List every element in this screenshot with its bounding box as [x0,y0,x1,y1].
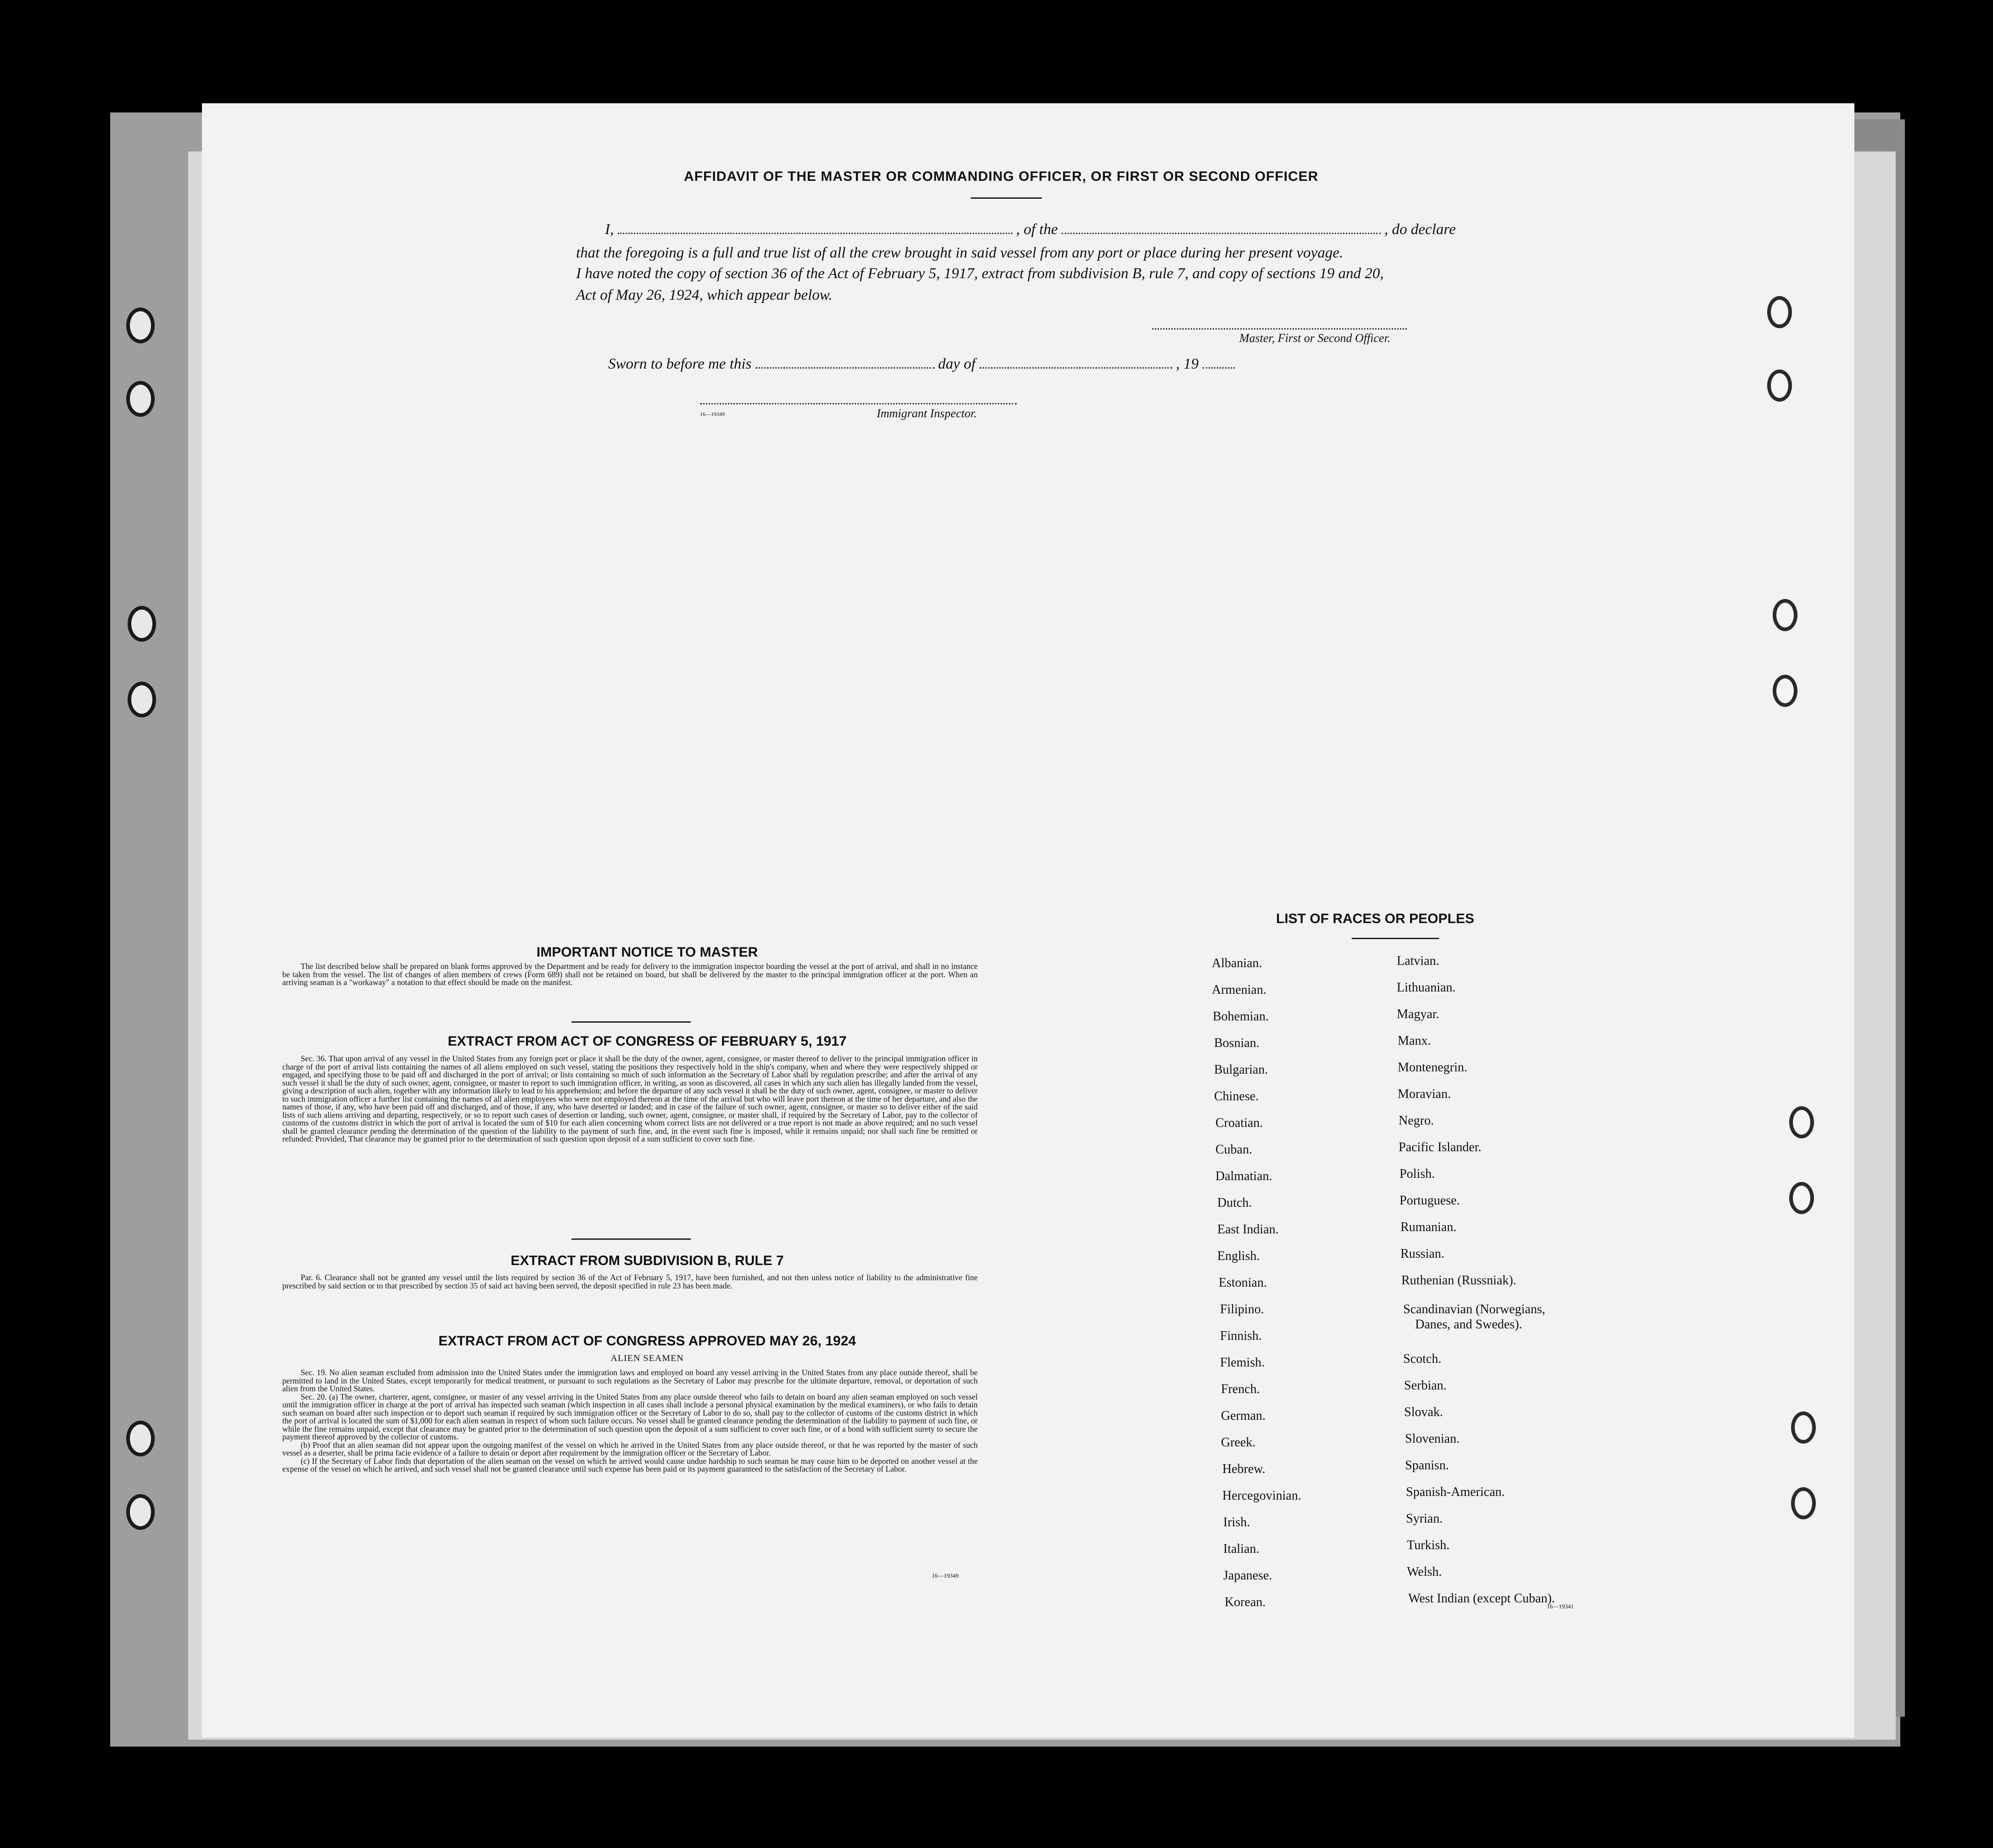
race-item: Polish. [1400,1167,1435,1181]
race-item: Scandinavian (Norwegians, [1403,1302,1545,1316]
race-item: Italian. [1223,1542,1260,1556]
notice-title: IMPORTANT NOTICE TO MASTER [536,945,758,960]
divider [571,1238,691,1240]
rule7-title: EXTRACT FROM SUBDIVISION B, RULE 7 [510,1253,784,1268]
race-item: Flemish. [1220,1355,1265,1370]
race-item: Spanish-American. [1406,1485,1505,1499]
master-caption: Master, First or Second Officer. [1239,331,1391,345]
race-item: Hebrew. [1222,1462,1265,1476]
vessel-blank [1062,228,1381,234]
act-1917-text [282,1055,978,1225]
binder-hole-icon [1767,296,1792,328]
race-item: Russian. [1400,1247,1444,1261]
race-item: Syrian. [1406,1512,1443,1526]
divider [1352,938,1439,939]
race-item: Magyar. [1397,1007,1439,1021]
race-item: German. [1221,1409,1266,1423]
race-item: Slovak. [1404,1405,1443,1419]
affidavit-i-label: I, [605,221,614,238]
sworn-label: Sworn to before me this [608,356,752,372]
race-item: Albanian. [1212,956,1262,970]
name-blank [618,228,1013,234]
binder-hole-icon [128,606,156,642]
sworn-line [608,356,1235,373]
affidavit-form-number: 16—19349 [700,411,725,417]
sworn-day-blank [756,363,935,369]
master-signature-line [1152,324,1407,330]
rule7-body: Par. 6. Clearance shall not be granted any vessel until the lists required by section 36 of the Act of February 5, 1917, have been furnished, and not then unless notice of liability to the administrative fine prescribed by said section or to that prescribed by section 35 of said act having been served, the deposit specified in rule 23 has been made. [282,1274,978,1290]
race-item: Turkish. [1407,1538,1450,1552]
race-item: Negro. [1399,1114,1434,1128]
binder-hole-icon [1773,675,1797,707]
binder-hole-icon [1773,599,1797,631]
affidavit-line-2: that the foregoing is a full and true list of all the crew brought in said vessel from any port or place during her present voyage. [576,245,1344,261]
affidavit-of-the-label: , of the [1016,221,1058,238]
race-item: Manx. [1398,1034,1431,1048]
race-item: Greek. [1221,1435,1256,1450]
race-item: English. [1217,1249,1260,1263]
sec20a-body: Sec. 20. (a) The owner, charterer, agent, consignee, or master of any vessel arriving in the United States from any place outside thereof who fails to detain on board any alien seaman employed on such vessel until the immigration officer in charge at the port of arrival has inspected such seaman (which inspection in all cases shall include a personal physical examination by the medical examiners), or who fails to detain such seaman on board after such inspection or to deport such seaman if required by such immigration officer or the Secretary of Labor to do so, shall pay to the collector of customs of the customs district in which the port of arrival is located the sum of $1,000 for each alien seaman in respect of whom such failure occurs. No vessel shall be granted clearance pending the determination of the liability to payment of such fine, or while the fine remains unpaid, except that clearance may be granted prior to the determination of such question upon the deposit of a sum sufficient to cover such fine, or of a bond with sufficient surety to secure the payment thereof approved by the collector of customs. [282,1392,978,1441]
binder-hole-icon [126,308,155,343]
binder-hole-icon [1791,1487,1816,1519]
affidavit-line-3: I have noted the copy of section 36 of the Act of February 5, 1917, extract from subdivision B, rule 7, and copy of sections 19 and 20, [576,265,1384,282]
sec20b-body: (b) Proof that an alien seaman did not appear upon the outgoing manifest of the vessel on which he arrived in the United States from any place outside thereof, or that he was reported by the master of such vessel as a deserter, shall be prima facie evidence of a failure to detain or deport after requirement by the immigration officer or the Secretary of Labor. [282,1440,978,1457]
sec20c-body: (c) If the Secretary of Labor finds that deportation of the alien seaman on the vessel on which he arrived would cause undue hardship to such seaman he may cause him to be deported on another vessel at the expense of the vessel on which he arrived, and such vessel shall not be granted clearance until such expense has been paid or its payment guaranteed to the satisfaction of the Secretary of Labor. [282,1456,978,1473]
affidavit-line-1 [605,221,1456,238]
alien-seamen-subtitle: ALIEN SEAMEN [610,1353,684,1363]
binder-hole-icon [1789,1106,1814,1138]
binder-hole-icon [126,381,155,417]
binder-hole-icon [1767,370,1792,402]
race-item: Chinese. [1214,1089,1259,1103]
race-item: Korean. [1225,1595,1266,1609]
race-item: Irish. [1223,1515,1250,1529]
race-item: Bulgarian. [1214,1063,1268,1077]
act-1924-form-number: 16—19349 [932,1572,959,1579]
notice-body: The list described below shall be prepared on blank forms approved by the Department and be ready for delivery to the immigration inspector boarding the vessel at the port of arrival, and shall in no instance be taken from the vessel. The list of changes of alien members of crews (Form 689) shall not be retained on board, but shall be delivered by the master to the principal immigration officer at the port. When an arriving seaman is a "workaway" a notation to that effect should be made on the manifest. [282,963,978,987]
race-item: Dalmatian. [1215,1169,1272,1183]
race-item: Montenegrin. [1398,1060,1467,1075]
race-item: Portuguese. [1400,1193,1460,1208]
race-item: Filipino. [1220,1302,1264,1316]
race-item: Pacific Islander. [1399,1140,1482,1154]
races-form-number: 16—19341 [1547,1603,1574,1610]
divider [971,197,1042,199]
race-item: Bosnian. [1214,1036,1260,1050]
races-title: LIST OF RACES OR PEOPLES [1276,911,1474,926]
binder-hole-icon [128,682,156,717]
binder-hole-icon [1791,1411,1816,1444]
affidavit-declare-label: , do declare [1384,221,1456,238]
notice-text [282,963,978,1006]
binder-hole-icon [126,1494,155,1530]
race-item: Scotch. [1403,1352,1442,1366]
binder-hole-icon [126,1421,155,1456]
race-item: Moravian. [1398,1087,1451,1101]
race-item: Ruthenian (Russniak). [1401,1273,1517,1288]
race-item: Welsh. [1407,1565,1442,1579]
day-of-label: day of [938,356,976,372]
race-item: East Indian. [1217,1222,1279,1237]
race-item: Danes, and Swedes). [1415,1317,1523,1332]
race-item: Finnish. [1220,1329,1262,1343]
act-1924-text [282,1369,978,1571]
race-item: Armenian. [1212,983,1266,997]
sworn-month-blank [980,363,1172,369]
race-item: Rumanian. [1400,1220,1457,1234]
race-item: Spanisn. [1405,1458,1449,1473]
affidavit-line-4: Act of May 26, 1924, which appear below. [576,287,833,303]
race-item: Lithuanian. [1397,980,1456,995]
divider [571,1021,691,1023]
sworn-year-blank [1203,363,1235,369]
rule7-text [282,1274,978,1307]
binder-hole-icon [1789,1182,1814,1214]
act-1917-body: Sec. 36. That upon arrival of any vessel in the United States from any foreign port or place it shall be the duty of the owner, agent, consignee, or master thereof to deliver to the principal immigration officer in charge of the port of arrival lists containing the names of all aliens employed on such vessel, stating the positions they respectively hold in the ship's company, when and where they were respectively shipped or engaged, and specifying those to be paid off and discharged in the port of arrival; or lists containing so much of such information as the Secretary of Labor shall by regulation prescribe; and after the arrival of any such vessel it shall be the duty of such owner, agent, consignee, or master to report to such immigration officer, in writing, as soon as discovered, all cases in which any such alien has illegally landed from the vessel, giving a description of such alien, together with any information likely to lead to his apprehension; and before the departure of any such vessel it shall be the duty of such owner, agent, consignee, or master to deliver to such immigration officer a further list containing the names of all alien employees who were not employed thereon at the time of the arrival but who will leave port thereon at the time of her departure, and also the names of those, if any, who have been paid off and discharged, and of those, if any, who have deserted or landed; and in case of the failure of such owner, agent, consignee, or master so to deliver either of the said lists of such aliens arriving and departing, respectively, or so to report such cases of desertion or landing, such owner, agent, consignee, or master shall, if required by the Secretary of Labor, pay to the collector of customs of the customs district in which the port of arrival is located the sum of $10 for each alien concerning whom correct lists are not delivered or a true report is not made as above required; and no such vessel shall be granted clearance pending the determination of the question of the liability to the payment of such fine, and, in the event such fine is imposed, while it remains unpaid; nor shall such fine be remitted or refunded: Provided, That clearance may be granted prior to the determination of such question upon deposit of a sum sufficient to cover such fine. [282,1055,978,1143]
race-item: Serbian. [1404,1378,1447,1393]
race-item: Slovenian. [1405,1432,1460,1446]
year-label: , 19 [1176,356,1199,372]
act-1917-title: EXTRACT FROM ACT OF CONGRESS OF FEBRUARY 5, 1917 [448,1034,847,1049]
race-item: Japanese. [1223,1568,1272,1583]
race-item: Estonian. [1219,1276,1267,1290]
sec19-body: Sec. 19. No alien seaman excluded from admission into the United States under the immigration laws and employed on board any vessel arriving in the United States from any place outside thereof, shall be permitted to land in the United States, except temporarily for medical treatment, or pursuant to such regulations as the Secretary of Labor may prescribe for the ultimate departure, removal, or deportation of such alien from the United States. [282,1369,978,1393]
race-item: Bohemian. [1213,1009,1269,1024]
race-item: Dutch. [1217,1196,1252,1210]
race-item: Latvian. [1397,954,1439,968]
act-1924-title: EXTRACT FROM ACT OF CONGRESS APPROVED MAY 26, 1924 [438,1333,856,1349]
inspector-signature-line [700,398,1017,404]
affidavit-title: AFFIDAVIT OF THE MASTER OR COMMANDING OFFICER, OR FIRST OR SECOND OFFICER [684,169,1319,184]
race-item: Croatian. [1215,1116,1263,1130]
race-item: West Indian (except Cuban). [1408,1591,1555,1606]
race-item: Cuban. [1215,1142,1253,1157]
race-item: French. [1221,1382,1260,1396]
race-item: Hercegovinian. [1222,1489,1301,1503]
inspector-caption: Immigrant Inspector. [877,407,977,420]
